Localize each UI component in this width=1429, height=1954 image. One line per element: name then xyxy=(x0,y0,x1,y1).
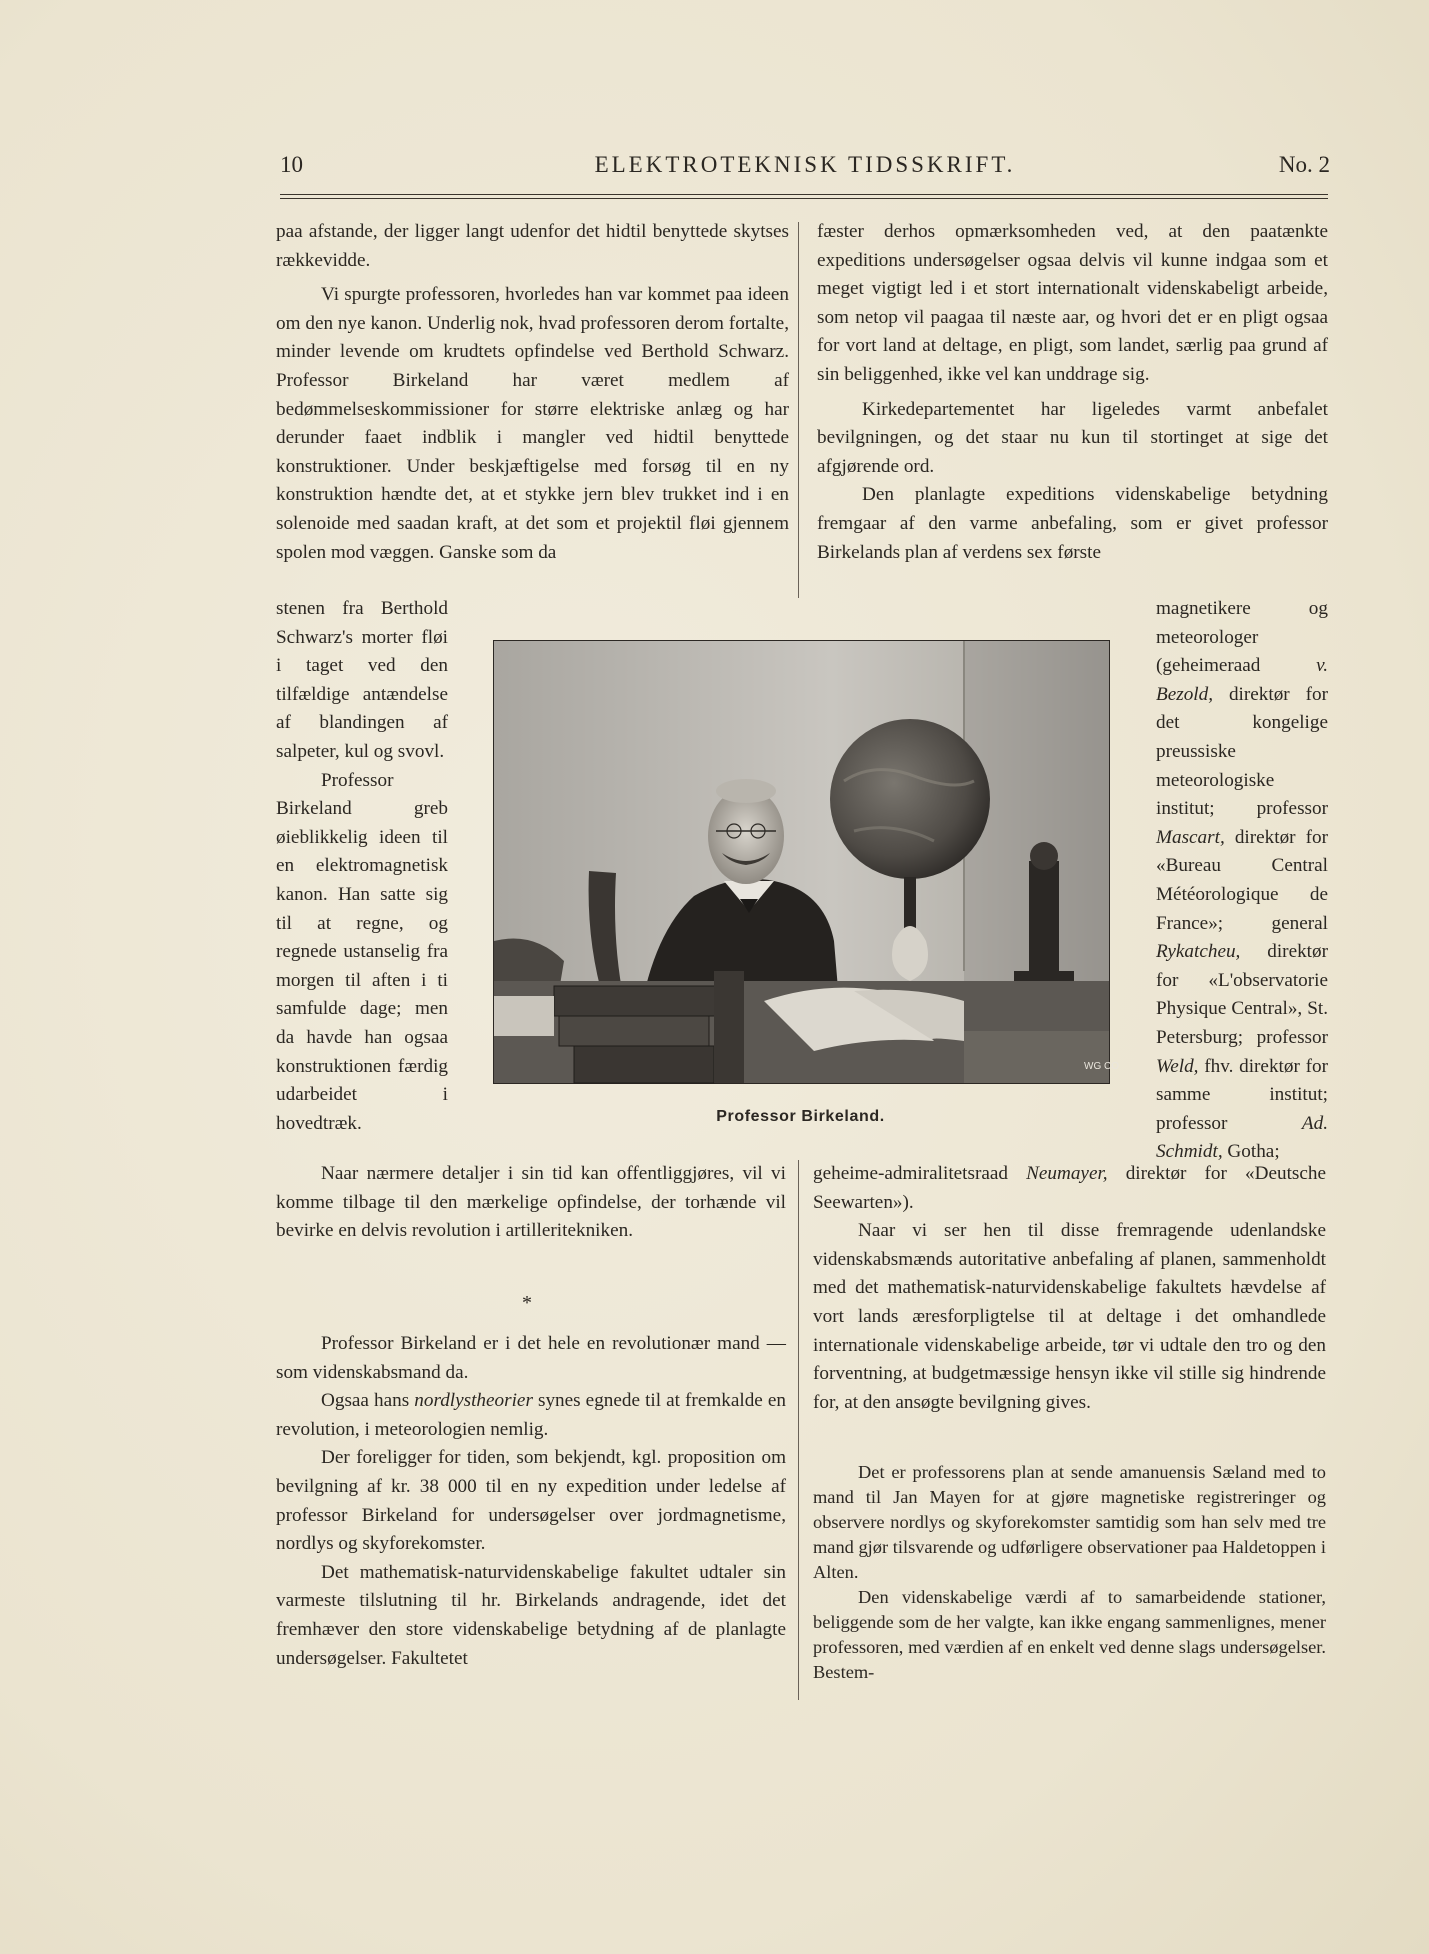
text-run: Gotha; xyxy=(1227,1141,1280,1163)
paragraph: Naar vi ser hen til disse fremragende udenlandske videnskabsmænds autoritative anbefaling af planen, sammenholdt med det mathematisk-naturvidenskabelige fakultets hævdelse af vort lands æresforpligtelse til at deltage i det omhandlede internationale videnskabelige arbeide, tør vi udtale den tro og den forventning, at budgetmæssige hensyn ikke vil stille sig hindrende for, at den ansøgte bevilgning gives. xyxy=(813,1220,1326,1413)
left-column-top xyxy=(276,218,789,567)
paragraph: Det mathematisk-naturvidenskabelige fakultet udtaler sin varmeste tilslutning til hr. Birkelands andragende, idet det fremhæver den store videnskabelige betydning af de planlagte undersøgelser. Fakultetet xyxy=(276,1561,786,1669)
paragraph: Der foreligger for tiden, som bekjendt, kgl. proposition om bevilgning af kr. 38 000 til en ny expedition under ledelse af professor Birkeland for undersøgelser over jordmagnetisme, nordlys og skyforekomster. xyxy=(276,1447,786,1555)
photo-monogram: WG CO xyxy=(1084,1061,1119,1072)
person-name: Ad. Schmidt, xyxy=(1156,1112,1328,1163)
paragraph: Vi spurgte professoren, hvorledes han var kommet paa ideen om den nye kanon. Underlig nok, hvad professoren derom fortalte, minder levende om krudtets opfindelse ved Berthold Schwarz. Professor Birkeland har været medlem af bedømmelseskommissioner for større elektriske anlæg og har derunder faaet indblik i mangler ved hidtil benyttede konstruktioner. Under beskjæftigelse med forsøg til en ny konstruktion hændte det, at et stykke jern blev trukket ind i en solenoide med saadan kraft, at det som et projektil fløi gjennem spolen mod væggen. Ganske som da xyxy=(276,284,789,563)
left-column-bottom xyxy=(276,1160,786,1246)
person-name: v. Bezold, xyxy=(1156,655,1328,705)
italic-term: nordlystheorier xyxy=(414,1390,533,1412)
paragraph: Professor Birkeland er i det hele en revolutionær mand — som videnskabsmand da. xyxy=(276,1333,786,1383)
running-header xyxy=(280,152,1330,186)
paragraph: Kirkedepartementet har ligeledes varmt anbefalet bevilgningen, og det staar nu kun til stortinget at sige det afgjørende ord. xyxy=(817,398,1328,477)
column-divider-lower xyxy=(798,1160,799,1700)
person-name: Neumayer, xyxy=(1026,1163,1108,1184)
paragraph: Ogsaa hans nordlystheorier synes egnede til at fremkalde en revolution, i meteorologien nemlig. xyxy=(276,1390,786,1440)
right-column-bottom-2 xyxy=(813,1460,1326,1685)
text-run: fhv. direktør for samme institut; professor xyxy=(1156,1055,1328,1134)
text-run: direktør for «Bureau Central Météorologique de France»; general xyxy=(1156,826,1328,934)
journal-title: ELEKTROTEKNISK TIDSSKRIFT. xyxy=(594,152,1016,177)
left-column-narrow xyxy=(276,595,448,1138)
text-run: direktør for «L'observatorie Physique Central», St. Petersburg; professor xyxy=(1156,941,1328,1048)
right-column-narrow xyxy=(1156,595,1328,1167)
text-run: direktør for det kongelige preussiske meteorologiske institut; professor xyxy=(1156,683,1328,820)
person-name: Weld, xyxy=(1156,1055,1199,1077)
right-column-bottom xyxy=(813,1160,1326,1417)
paragraph: Den videnskabelige værdi af to samarbeidende stationer, beliggende som de her valgte, kan ikke engang sammenlignes, mener professoren, med værdien af en enkelt ved denne slags undersøgelser. Bestem- xyxy=(813,1587,1326,1682)
paragraph: Naar nærmere detaljer i sin tid kan offentliggjøres, vil vi komme tilbage til den mærkelige opfindelse, der torhænde vil bevirke en delvis revolution i artilleritekniken. xyxy=(276,1163,786,1242)
paragraph: Professor Birkeland greb øieblikkelig ideen til en elektromagnetisk kanon. Han satte sig til at regne, og regnede ustanselig fra morgen til aften i ti samfulde dage; men da havde han ogsaa konstruktionen færdig udarbeidet i hovedtræk. xyxy=(276,769,448,1134)
photo-illustration xyxy=(494,641,1119,1083)
text-run: direktør for «Deutsche Seewarten»). xyxy=(813,1163,1326,1213)
paragraph xyxy=(813,1160,1326,1217)
paragraph: stenen fra Berthold Schwarz's morter fløi i taget ved den tilfældige antændelse af blandingen af salpeter, kul og svovl. xyxy=(276,598,448,762)
header-rule xyxy=(280,194,1328,195)
text-run: geheime-admiralitetsraad xyxy=(813,1163,1008,1184)
header-rule-thin xyxy=(280,198,1328,199)
page-number: 10 xyxy=(280,152,303,177)
section-asterisk: * xyxy=(522,1292,532,1314)
issue-number: No. 2 xyxy=(1278,152,1330,177)
portrait-photograph xyxy=(493,640,1119,1084)
text-run: magnetikere og meteorologer (geheimeraad xyxy=(1156,598,1328,677)
paragraph: Det er professorens plan at sende amanuensis Sæland med to mand til Jan Mayen for at gjøre magnetiske registreringer og observere nordlys og skyforekomster samtidig som han selv med tre mand gjør tilsvarende og udførligere observationer paa Haldetoppen i Alten. xyxy=(813,1462,1326,1582)
person-name: Mascart, xyxy=(1156,826,1225,848)
column-divider xyxy=(798,222,799,598)
paragraph: paa afstande, der ligger langt udenfor det hidtil benyttede skytses rækkevidde. xyxy=(276,221,789,271)
photo-caption: Professor Birkeland. xyxy=(716,1108,885,1125)
right-column-top xyxy=(817,218,1328,567)
paragraph xyxy=(1156,595,1328,1167)
person-name: Rykatcheu, xyxy=(1156,941,1241,963)
paragraph: Den planlagte expeditions videnskabelige betydning fremgaar af den varme anbefaling, som er givet professor Birkelands plan af verdens sex første xyxy=(817,484,1328,563)
left-column-bottom-2 xyxy=(276,1330,786,1673)
paragraph: fæster derhos opmærksomheden ved, at den paatænkte expeditions undersøgelser ogsaa delvis vil kunne indgaa som et meget vigtigt led i et stort internationalt videnskabeligt arbeide, som netop vil paagaa til næste aar, og hvori det er en pligt ogsaa for vort land at deltage, en pligt, som landet, særlig paa grund af sin beliggenhed, ikke vel kan unddrage sig. xyxy=(817,221,1328,385)
